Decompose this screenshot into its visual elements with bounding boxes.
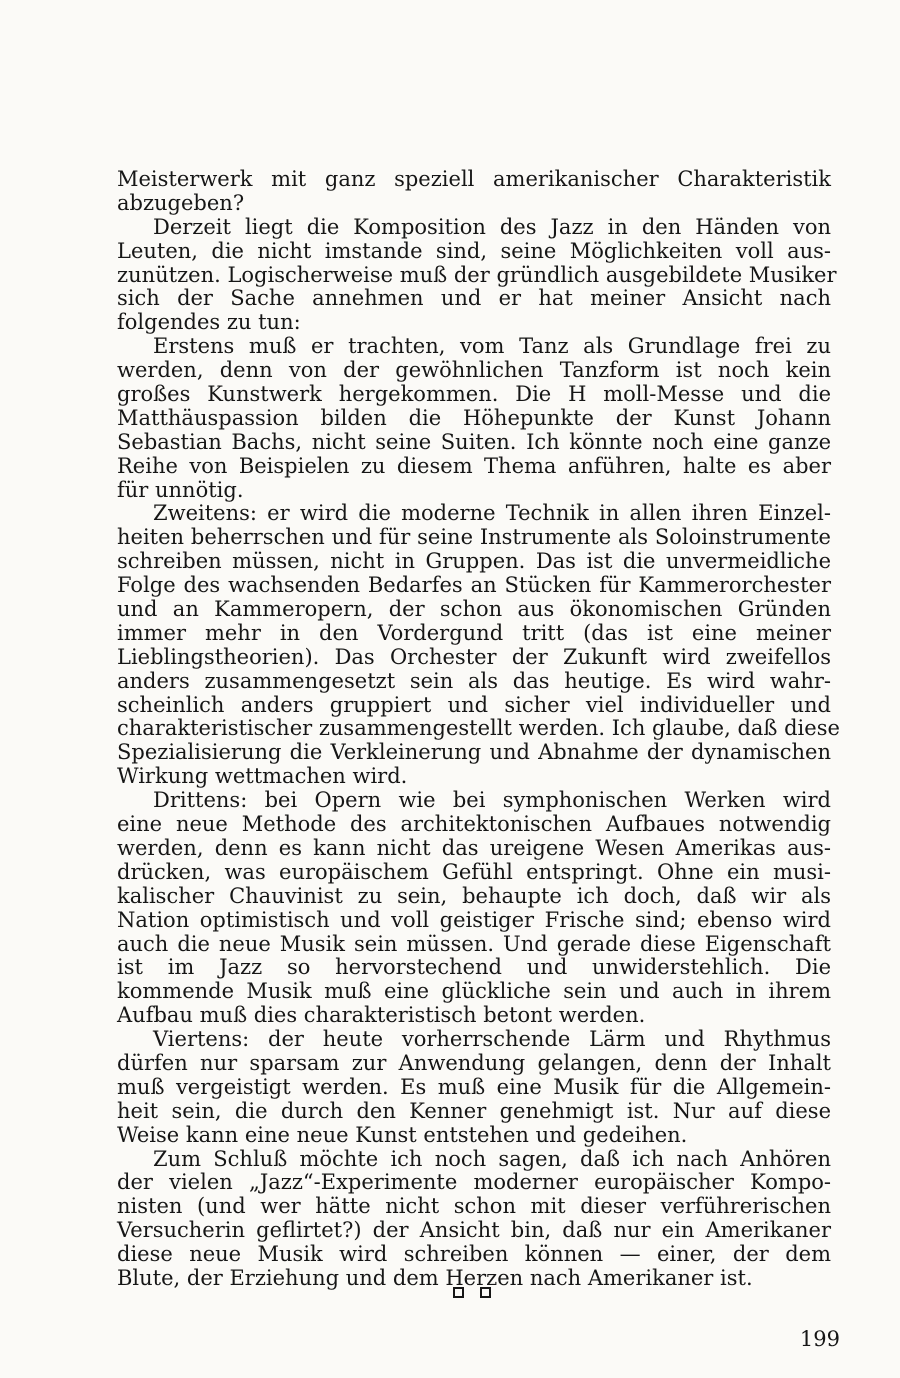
square-ornament-icon — [480, 1287, 491, 1298]
text-line: Drittens: bei Opern wie bei symphonischen Werken wird — [153, 788, 831, 813]
square-ornament-icon — [453, 1287, 464, 1298]
text-line: und an Kammeropern, der schon aus ökonomischen Gründen — [117, 597, 831, 622]
text-line: Zweitens: er wird die moderne Technik in allen ihren Einzel- — [153, 501, 831, 526]
text-line: Derzeit liegt die Komposition des Jazz in den Händen von — [153, 214, 831, 239]
text-line: werden, denn es kann nicht das ureigene Wesen Amerikas aus- — [117, 835, 831, 860]
section-end-ornament — [453, 1287, 491, 1298]
text-line: immer mehr in den Vordergund tritt (das ist eine meiner — [117, 620, 831, 645]
body-text — [117, 167, 840, 1291]
text-line: kommende Musik muß eine glückliche sein und auch in ihrem — [117, 979, 831, 1004]
text-line: heiten beherrschen und für seine Instrumente als Soloinstrumente — [117, 525, 831, 550]
text-line: großes Kunstwerk hergekommen. Die H moll-Messe und die — [117, 382, 831, 407]
text-line: abzugeben? — [117, 190, 245, 215]
text-line: Reihe von Beispielen zu diesem Thema anführen, halte es aber — [117, 453, 831, 478]
text-line: heit sein, die durch den Kenner genehmigt ist. Nur auf diese — [117, 1098, 831, 1123]
text-line: für unnötig. — [117, 477, 244, 502]
text-line: folgendes zu tun: — [117, 310, 301, 335]
text-line: Viertens: der heute vorherrschende Lärm und Rhythmus — [153, 1027, 831, 1052]
text-line: sich der Sache annehmen und er hat meiner Ansicht nach — [117, 286, 831, 311]
text-line: scheinlich anders gruppiert und sicher viel individueller und — [117, 692, 831, 717]
text-line: Spezialisierung die Verkleinerung und Abnahme der dynamischen — [117, 740, 831, 765]
text-line: auch die neue Musik sein müssen. Und gerade diese Eigenschaft — [117, 931, 831, 956]
text-line: Meisterwerk mit ganz speziell amerikanischer Charakteristik — [117, 167, 831, 191]
text-line: der vielen „Jazz“-Experimente moderner europäischer Kompo- — [117, 1170, 831, 1195]
text-line: ist im Jazz so hervorstechend und unwiderstehlich. Die — [117, 955, 831, 980]
text-line: muß vergeistigt werden. Es muß eine Musik für die Allgemein- — [117, 1074, 831, 1099]
text-line: Sebastian Bachs, nicht seine Suiten. Ich könnte noch eine ganze — [117, 429, 831, 454]
text-line: eine neue Methode des architektonischen Aufbaues notwendig — [117, 812, 831, 837]
text-line: Lieblingstheorien). Das Orchester der Zukunft wird zweifellos — [117, 644, 831, 669]
text-line: werden, denn von der gewöhnlichen Tanzform ist noch kein — [117, 358, 831, 383]
text-line: Folge des wachsenden Bedarfes an Stücken für Kammerorchester — [117, 573, 831, 598]
text-line: nisten (und wer hätte nicht schon mit dieser verführerischen — [117, 1194, 831, 1219]
text-line: zunützen. Logischerweise muß der gründlich ausgebildete Musiker — [117, 262, 837, 287]
text-line: charakteristischer zusammengestellt werden. Ich glaube, daß diese — [117, 716, 840, 741]
text-line: Matthäuspassion bilden die Höhepunkte der Kunst Johann — [117, 405, 831, 430]
text-line: schreiben müssen, nicht in Gruppen. Das ist die unvermeidliche — [117, 549, 831, 574]
text-line: Aufbau muß dies charakteristisch betont werden. — [117, 1003, 646, 1028]
text-line: Weise kann eine neue Kunst entstehen und gedeihen. — [117, 1122, 688, 1147]
text-line: Zum Schluß möchte ich noch sagen, daß ich nach Anhören — [153, 1146, 831, 1171]
text-line: anders zusammengesetzt sein als das heutige. Es wird wahr- — [117, 668, 831, 693]
text-line: drücken, was europäischem Gefühl entspringt. Ohne ein musi- — [117, 859, 831, 884]
text-line: kalischer Chauvinist zu sein, behaupte ich doch, daß wir als — [117, 883, 831, 908]
text-line: Erstens muß er trachten, vom Tanz als Grundlage frei zu — [153, 334, 831, 359]
text-line: Versucherin geflirtet?) der Ansicht bin, daß nur ein Amerikaner — [117, 1218, 831, 1243]
text-line: Nation optimistisch und voll geistiger Frische sind; ebenso wird — [117, 907, 831, 932]
text-line: diese neue Musik wird schreiben können — einer, der dem — [117, 1242, 831, 1267]
text-line: Leuten, die nicht imstande sind, seine Möglichkeiten voll aus- — [117, 238, 831, 263]
page-number: 199 — [799, 1327, 840, 1351]
text-line: Wirkung wettmachen wird. — [117, 764, 408, 789]
text-line: Blute, der Erziehung und dem Herzen nach Amerikaner ist. — [117, 1265, 753, 1290]
text-line: dürfen nur sparsam zur Anwendung gelangen, denn der Inhalt — [117, 1050, 831, 1075]
